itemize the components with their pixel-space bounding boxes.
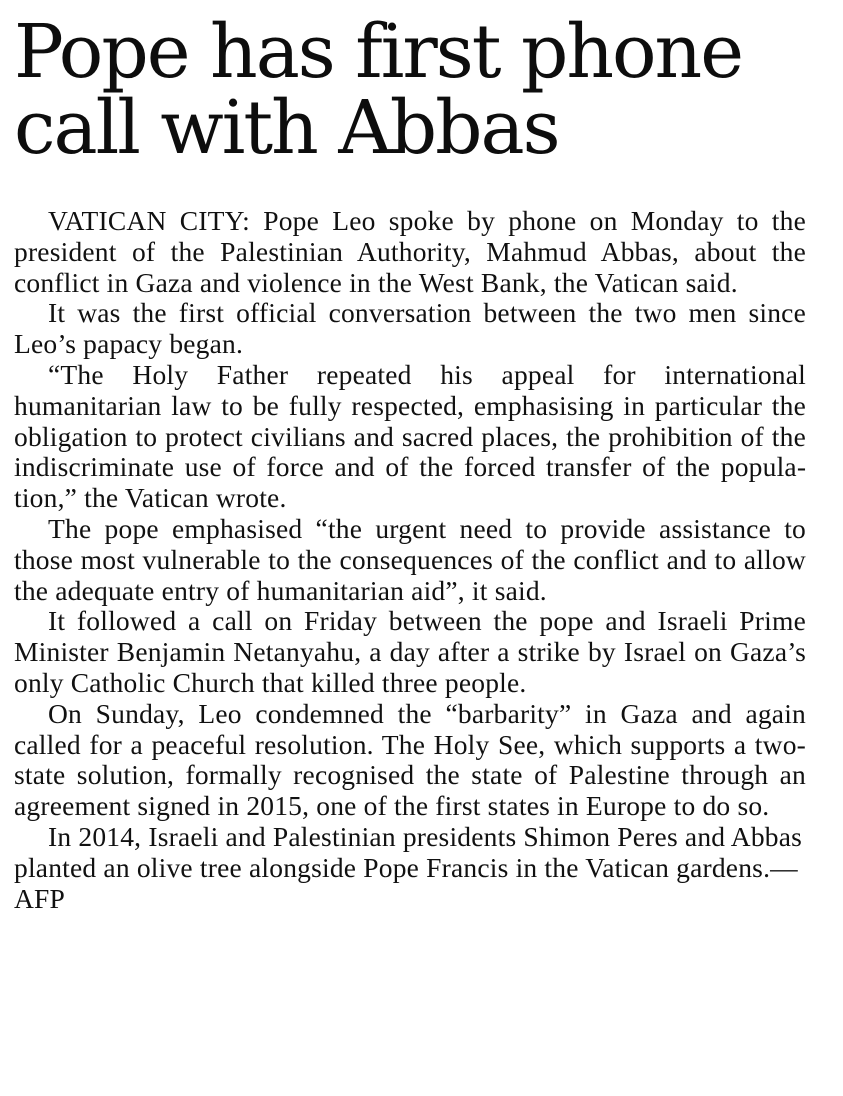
paragraph-netanyahu-call: It followed a call on Friday between the pope and Israeli Prime Minister Benjamin Netanyahu, a day after a strike by Israel on Gaza’s only Catholic Church that killed three people.: [14, 605, 806, 698]
paragraph-vatican-quote: “The Holy Father repeated his appeal for international humanitarian law to be fully respected, emphasising in particular the obligation to protect civilians and sacred places, the prohibition of the indiscriminate use of force and of the forced transfer of the population,” the Vatican wrote.: [14, 358, 806, 514]
paragraph-dateline-lead: VATICAN CITY: Pope Leo spoke by phone on Monday to the president of the Palestinian Authority, Mahmud Abbas, about the conflict in Gaza and violence in the West Bank, the Vatican said.: [14, 205, 806, 298]
paragraph-humanitarian-aid: The pope emphasised “the urgent need to provide assistance to those most vulnerable to the consequences of the conflict and to allow the adequate entry of humanitarian aid”, it said.: [14, 512, 806, 606]
paragraph-barbarity-condemnation: On Sunday, Leo condemned the “barbarity” in Gaza and again called for a peaceful resolution. The Holy See, which supports a two-state solution, formally recognised the state of Palestine through an agreement signed in 2015, one of the first states in Europe to do so.: [14, 697, 806, 822]
news-article: [14, 9, 806, 914]
paragraph-first-conversation: It was the first official conversation between the two men since Leo’s papacy began.: [14, 297, 806, 360]
article-body: [14, 206, 806, 914]
paragraph-olive-tree: In 2014, Israeli and Palestinian presidents Shimon Peres and Abbas planted an olive tree alongside Pope Francis in the Vatican gardens.—AFP: [14, 820, 803, 914]
article-headline: Pope has first phone call with Abbas: [14, 9, 743, 171]
